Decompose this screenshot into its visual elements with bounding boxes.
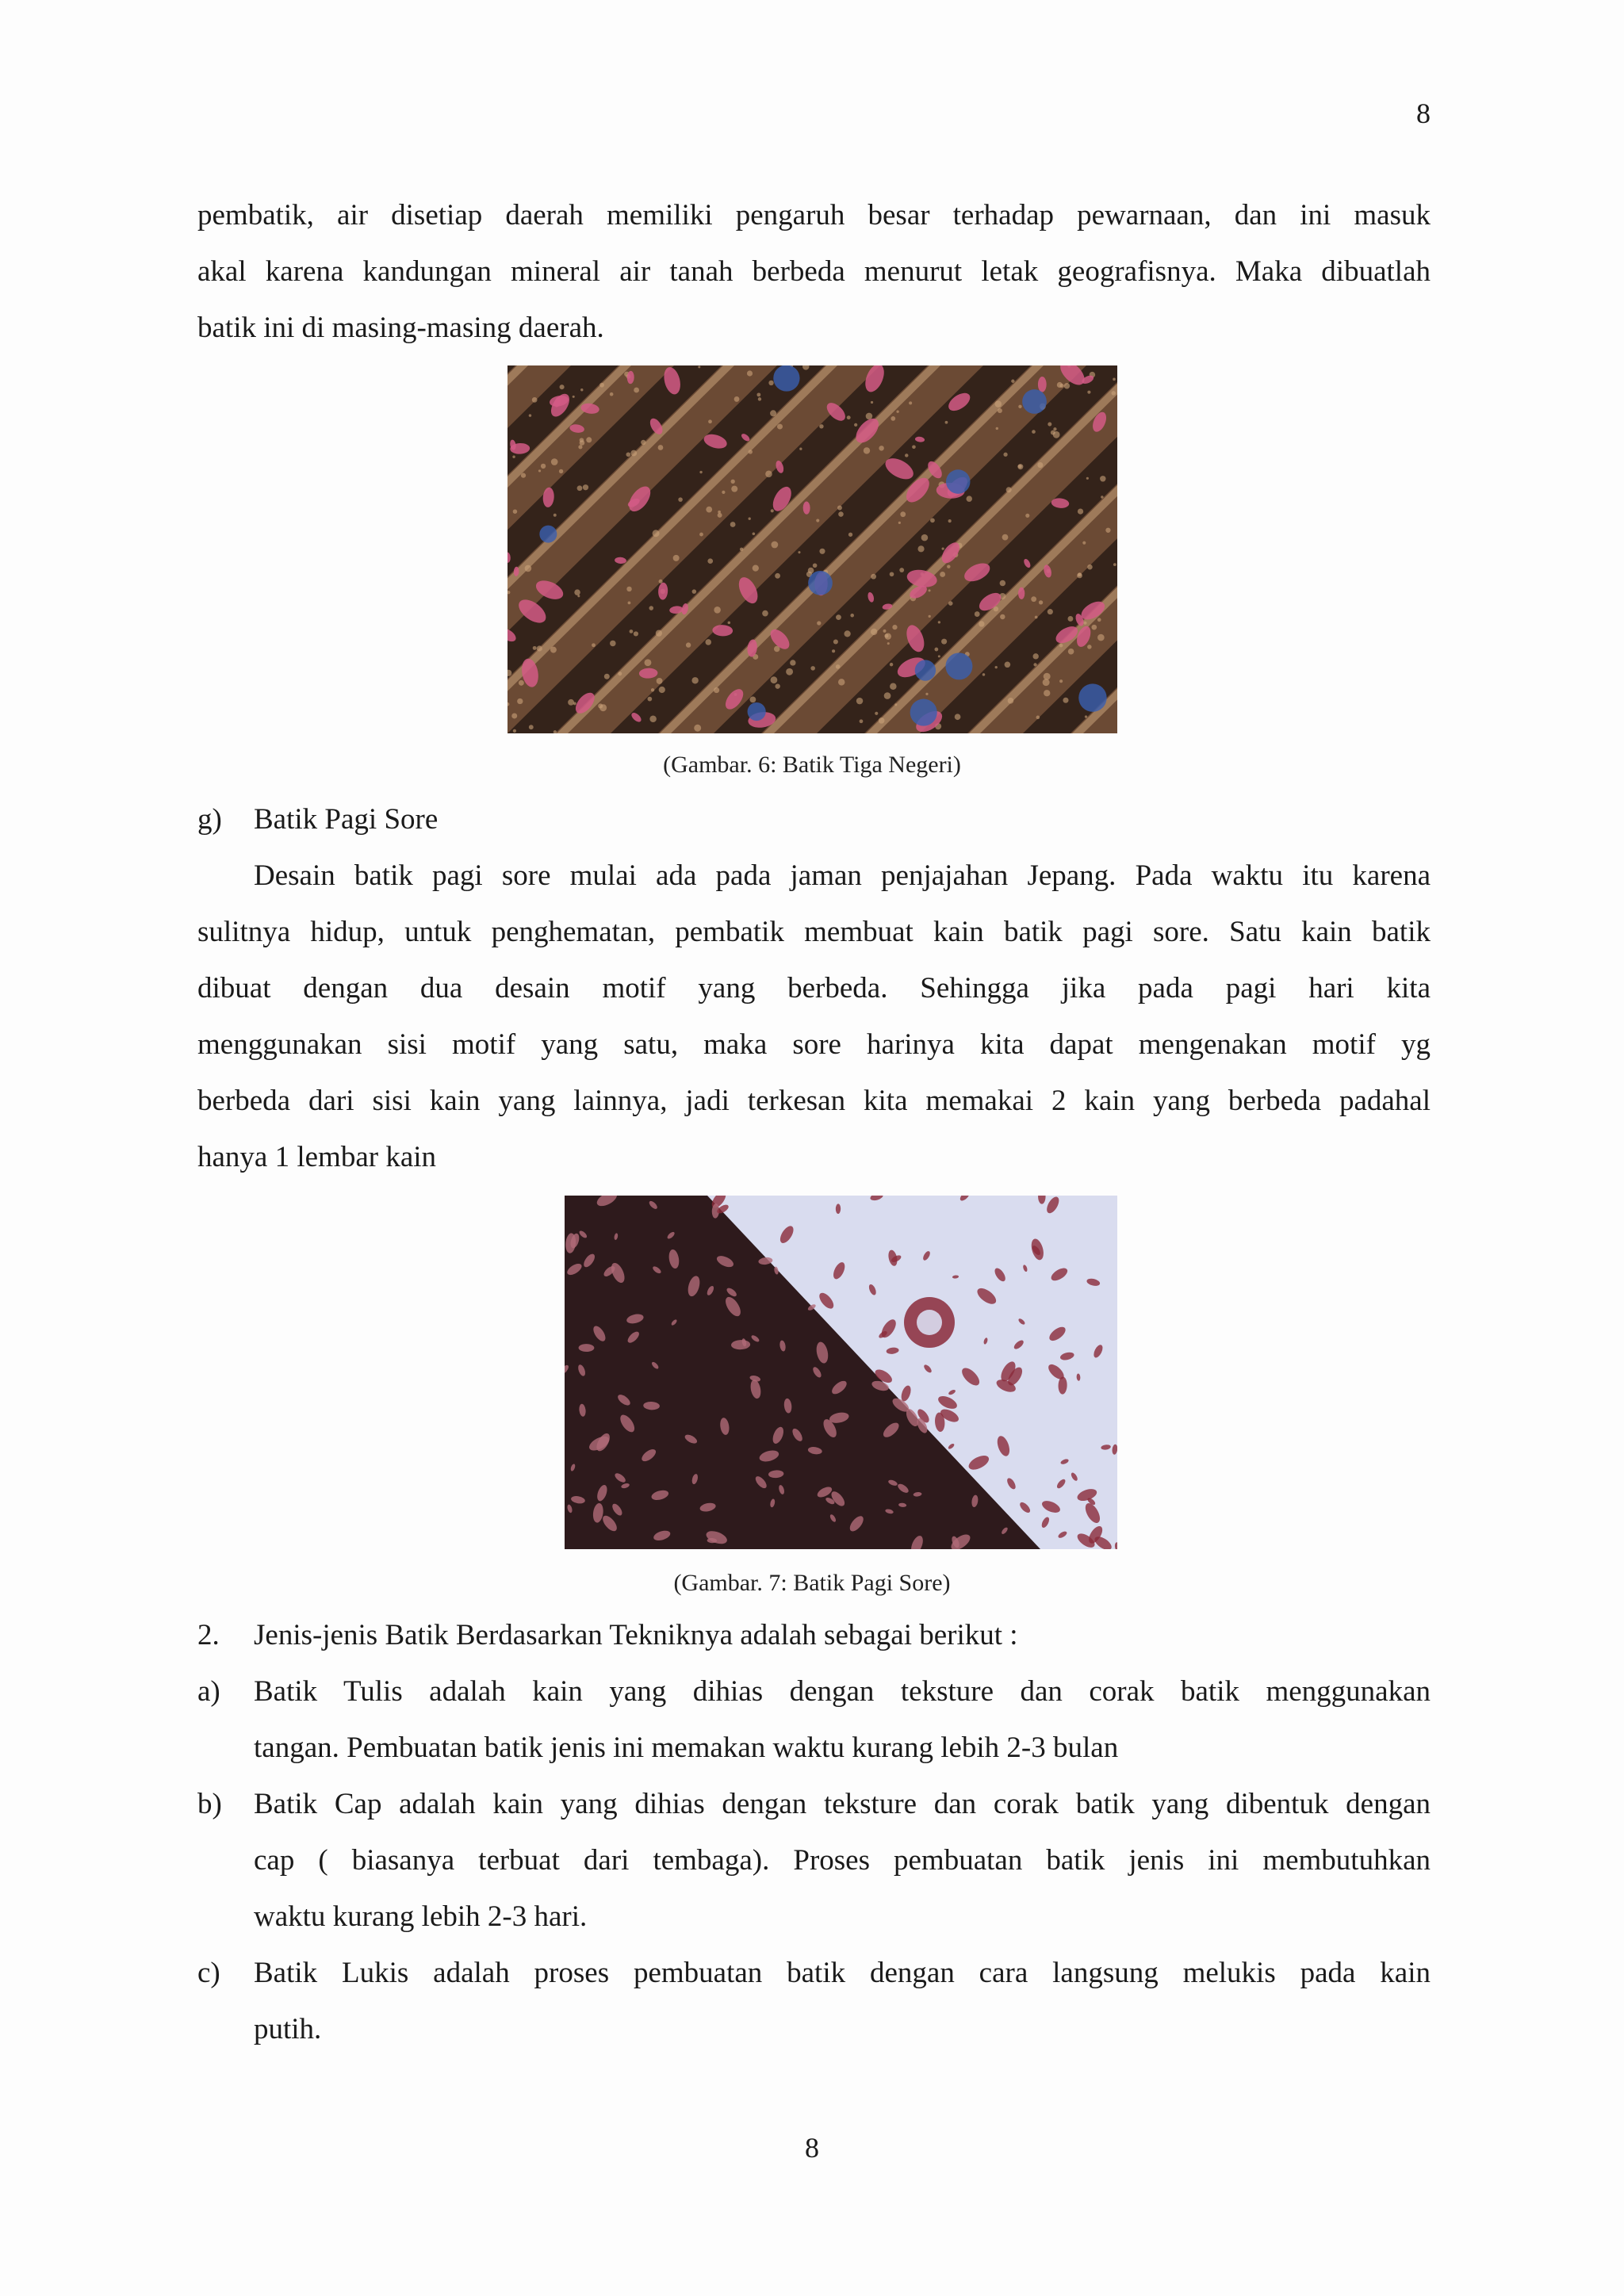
text-line: Desain batik pagi sore mulai ada pada jaman penjajahan Jepang. Pada waktu itu karena — [254, 859, 1431, 892]
figure-batik-tiga-negeri — [508, 365, 1117, 733]
section-2-heading: Jenis-jenis Batik Berdasarkan Tekniknya adalah sebagai berikut : — [254, 1619, 1018, 1651]
text-line: cap ( biasanya terbuat dari tembaga). Proses pembuatan batik jenis ini membutuhkan — [254, 1844, 1431, 1877]
figure-batik-pagi-sore — [565, 1196, 1117, 1549]
intro-paragraph — [197, 187, 1431, 356]
figure-7-caption: (Gambar. 7: Batik Pagi Sore) — [673, 1570, 951, 1596]
text-line: Batik Tulis adalah kain yang dihias dengan teksture dan corak batik menggunakan — [254, 1675, 1431, 1708]
text-line: menggunakan sisi motif yang satu, maka sore harinya kita dapat mengenakan motif yg — [197, 1028, 1431, 1061]
batik-pagi-sore-image — [565, 1196, 1117, 1549]
text-line: sulitnya hidup, untuk penghematan, pembatik membuat kain batik pagi sore. Satu kain batik — [197, 916, 1431, 948]
list-marker: b) — [197, 1788, 222, 1820]
figure-6-caption: (Gambar. 6: Batik Tiga Negeri) — [663, 752, 961, 778]
text-line: putih. — [254, 2013, 322, 2045]
text-line: hanya 1 lembar kain — [197, 1141, 437, 1173]
list-marker: a) — [197, 1675, 220, 1708]
section-g-marker: g) — [197, 803, 222, 836]
text-line: berbeda dari sisi kain yang lainnya, jadi terkesan kita memakai 2 kain yang berbeda padahal — [197, 1085, 1431, 1117]
section-g-heading: Batik Pagi Sore — [254, 803, 439, 836]
section-g-paragraph — [197, 848, 1431, 1185]
section-2-marker: 2. — [197, 1619, 220, 1651]
text-line: akal karena kandungan mineral air tanah berbeda menurut letak geografisnya. Maka dibuatlah — [197, 255, 1431, 288]
list-marker: c) — [197, 1957, 220, 1989]
text-line: Batik Lukis adalah proses pembuatan batik dengan cara langsung melukis pada kain — [254, 1957, 1431, 1989]
text-line: waktu kurang lebih 2-3 hari. — [254, 1900, 588, 1933]
text-line: pembatik, air disetiap daerah memiliki pengaruh besar terhadap pewarnaan, dan ini masuk — [197, 199, 1431, 232]
page-number-top: 8 — [1416, 98, 1431, 129]
text-line: dibuat dengan dua desain motif yang berbeda. Sehingga jika pada pagi hari kita — [197, 972, 1431, 1004]
text-line: batik ini di masing-masing daerah. — [197, 312, 604, 344]
text-line: tangan. Pembuatan batik jenis ini memakan waktu kurang lebih 2-3 bulan — [254, 1732, 1119, 1764]
page-number-bottom: 8 — [805, 2132, 819, 2164]
text-line: Batik Cap adalah kain yang dihias dengan teksture dan corak batik yang dibentuk dengan — [254, 1788, 1431, 1820]
batik-tiga-negeri-image — [508, 365, 1117, 733]
